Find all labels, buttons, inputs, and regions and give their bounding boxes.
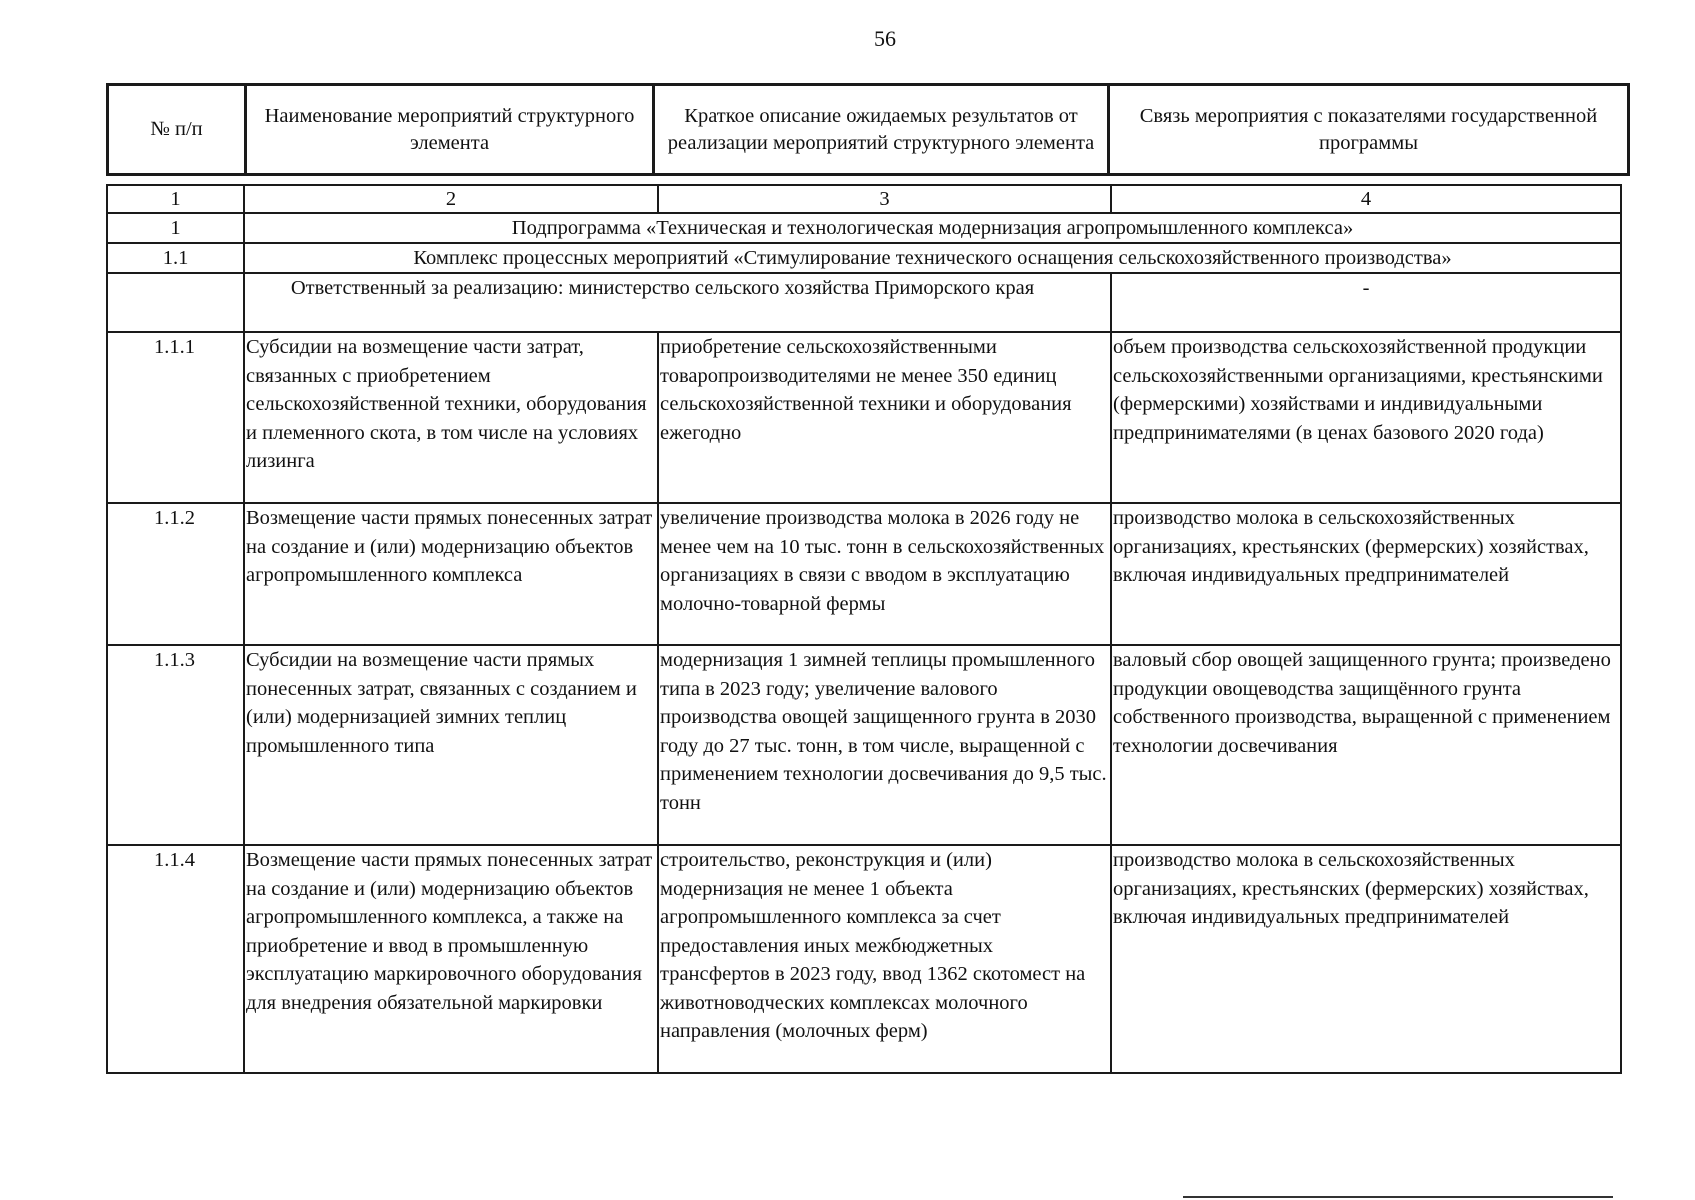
row-result: строительство, реконструкция и (или) модернизация не менее 1 объекта агропромышленного комплекса за счет предоставления иных межбюджетных трансфертов в 2023 году, ввод 1362 скотомест на животноводческих комплексах молочного направления (молочных ферм) bbox=[658, 845, 1111, 1073]
row-number: 1.1.3 bbox=[107, 645, 244, 845]
row-link: производство молока в сельскохозяйственных организациях, крестьянских (фермерских) хозяйствах, включая индивидуальных предпринимателей bbox=[1111, 503, 1621, 645]
row-name: Возмещение части прямых понесенных затрат на создание и (или) модернизацию объектов агропромышленного комплекса, а также на приобретение и ввод в промышленную эксплуатацию маркировочного оборудования для внедрения обязательной маркировки bbox=[244, 845, 658, 1073]
row-link: объем производства сельскохозяйственной продукции сельскохозяйственными организациями, крестьянскими (фермерскими) хозяйствами и индивидуальными предпринимателями (в ценах базового 2020 года) bbox=[1111, 332, 1621, 503]
footer-line bbox=[1183, 1196, 1613, 1198]
subprogram-title: Подпрограмма «Техническая и технологическая модернизация агропромышленного комплекса» bbox=[244, 213, 1621, 243]
row-number: 1.1.4 bbox=[107, 845, 244, 1073]
responsible-link: - bbox=[1111, 273, 1621, 332]
body-table bbox=[106, 184, 1622, 1074]
complex-title: Комплекс процессных мероприятий «Стимулирование технического оснащения сельскохозяйственного производства» bbox=[244, 243, 1621, 273]
header-table bbox=[106, 83, 1630, 176]
row-result: приобретение сельскохозяйственными товаропроизводителями не менее 350 единиц сельскохозяйственной техники и оборудования ежегодно bbox=[658, 332, 1111, 503]
row-name: Возмещение части прямых понесенных затрат на создание и (или) модернизацию объектов агропромышленного комплекса bbox=[244, 503, 658, 645]
row-result: увеличение производства молока в 2026 году не менее чем на 10 тыс. тонн в сельскохозяйственных организациях в связи с вводом в эксплуатацию молочно-товарной фермы bbox=[658, 503, 1111, 645]
subprogram-row bbox=[107, 213, 1621, 243]
column-number: 1 bbox=[107, 185, 244, 213]
row-result: модернизация 1 зимней теплицы промышленного типа в 2023 году; увеличение валового производства овощей защищенного грунта в 2030 году до 27 тыс. тонн, в том числе, выращенной с применением технологии досвечивания до 9,5 тыс. тонн bbox=[658, 645, 1111, 845]
responsible-number bbox=[107, 273, 244, 332]
row-link: валовый сбор овощей защищенного грунта; произведено продукции овощеводства защищённого грунта собственного производства, выращенной с применением технологии досвечивания bbox=[1111, 645, 1621, 845]
complex-number: 1.1 bbox=[107, 243, 244, 273]
table-row bbox=[107, 332, 1621, 503]
column-numbers-row bbox=[107, 185, 1621, 213]
header-name: Наименование мероприятий структурного элемента bbox=[246, 85, 654, 175]
header-result: Краткое описание ожидаемых результатов от реализации мероприятий структурного элемента bbox=[654, 85, 1109, 175]
table-row bbox=[107, 645, 1621, 845]
column-number: 4 bbox=[1111, 185, 1621, 213]
row-name: Субсидии на возмещение части затрат, связанных с приобретением сельскохозяйственной техники, оборудования и племенного скота, в том числе на условиях лизинга bbox=[244, 332, 658, 503]
row-number: 1.1.1 bbox=[107, 332, 244, 503]
responsible-row bbox=[107, 273, 1621, 332]
complex-row bbox=[107, 243, 1621, 273]
header-link: Связь мероприятия с показателями государственной программы bbox=[1109, 85, 1629, 175]
header-number: № п/п bbox=[108, 85, 246, 175]
row-number: 1.1.2 bbox=[107, 503, 244, 645]
column-number: 2 bbox=[244, 185, 658, 213]
subprogram-number: 1 bbox=[107, 213, 244, 243]
responsible-text: Ответственный за реализацию: министерство сельского хозяйства Приморского края bbox=[244, 273, 1111, 332]
row-name: Субсидии на возмещение части прямых понесенных затрат, связанных с созданием и (или) модернизацией зимних теплиц промышленного типа bbox=[244, 645, 658, 845]
column-number: 3 bbox=[658, 185, 1111, 213]
table-row bbox=[107, 845, 1621, 1073]
page-number: 56 bbox=[874, 26, 896, 51]
header-row bbox=[108, 85, 1629, 175]
table-row bbox=[107, 503, 1621, 645]
row-link: производство молока в сельскохозяйственных организациях, крестьянских (фермерских) хозяйствах, включая индивидуальных предпринимателей bbox=[1111, 845, 1621, 1073]
